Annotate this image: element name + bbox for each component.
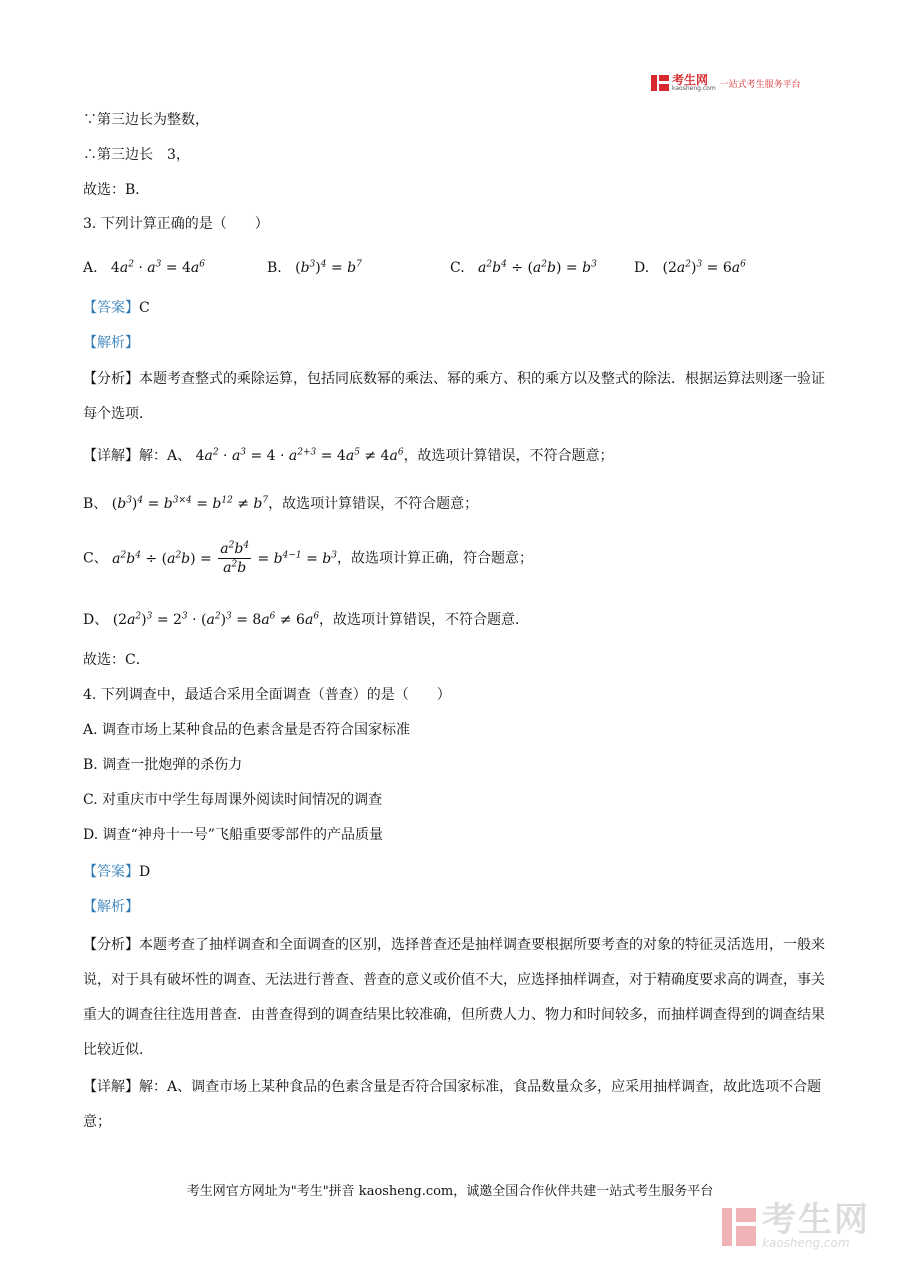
question-4-stem: 4. 下列调查中，最适合采用全面调查（普查）的是（ ） xyxy=(83,687,451,703)
page-footer: 考生网官方网址为"考生"拼音 kaosheng.com，诚邀全国合作伙伴共建一站式考生服务平台 xyxy=(186,1184,714,1199)
q3-detail-d xyxy=(83,608,529,632)
detail-suffix: ，故选项计算错误，不符合题意； xyxy=(403,448,614,464)
site-logo xyxy=(651,72,801,94)
q3-option-a xyxy=(83,256,205,280)
q4-option-a: A. 调查市场上某种食品的色素含量是否符合国家标准 xyxy=(83,722,411,738)
q4-answer xyxy=(83,860,150,884)
q4-option-d: D. 调查“神舟十一号”飞船重要零部件的产品质量 xyxy=(83,827,383,843)
watermark-domain: kaosheng.com xyxy=(762,1236,850,1250)
text-line: ∵第三边长为整数， xyxy=(83,112,209,128)
q3-answer xyxy=(83,296,150,320)
detail-prefix: C、 xyxy=(83,550,108,567)
option-label: D. xyxy=(634,260,650,276)
detail-tag: 【详解】 xyxy=(83,1079,139,1095)
q4-detail xyxy=(83,1070,825,1140)
text-line: 故选：C． xyxy=(83,652,150,668)
math-expression: $(2a^2)^3 = 2^3 \cdot (a^2)^3 = 8a^6 \ne 6a^6$ xyxy=(112,611,320,628)
detail-prefix: B、 xyxy=(83,496,108,512)
detail-suffix: ，故选项计算正确，符合题意； xyxy=(337,550,533,567)
answer-tag: 【答案】 xyxy=(83,300,139,316)
math-expression: $a^2b^4 \div (a^2b) = b^3$ xyxy=(469,259,597,276)
watermark-logo xyxy=(722,1200,870,1250)
answer-value: C xyxy=(139,300,150,316)
q3-detail-a xyxy=(83,444,614,468)
detail-text: 解：A、调查市场上某种食品的色素含量是否符合国家标准，食品数量众多，应采用抽样调查，故此选项不合题意； xyxy=(83,1079,822,1130)
q4-fenxi xyxy=(83,928,825,1068)
text-line: ∴第三边长 3， xyxy=(83,147,190,163)
math-expression: $4a^2 \cdot a^3 = 4a^6$ xyxy=(110,259,206,276)
math-expression: $4a^2 \cdot a^3 = 4 \cdot a^{2+3} = 4a^5 \ne 4a^6$ xyxy=(195,447,404,464)
detail-prefix: D、 xyxy=(83,612,109,628)
math-expression: $(2a^2)^3 = 6a^6$ xyxy=(662,259,746,276)
q4-option-b: B. 调查一批炮弹的杀伤力 xyxy=(83,757,243,773)
q3-option-c xyxy=(450,256,597,280)
math-expression: $a^2b^4 \div (a^2b)$ = $\frac{a^2b^4}{a^2b}$ = $b^{4-1} = b^3$ xyxy=(112,540,337,576)
math-expression: $(b^3)^4 = b^7$ xyxy=(295,259,362,276)
q4-analysis-tag: 【解析】 xyxy=(83,899,139,915)
fenxi-text: 本题考查整式的乘除运算，包括同底数幂的乘法、幂的乘方、积的乘方以及整式的除法．根据运算法则逐一验证每个选项． xyxy=(83,371,825,422)
q3-detail-b xyxy=(83,492,478,516)
logo-name: 考生网 xyxy=(672,73,709,87)
q4-option-c: C. 对重庆市中学生每周课外阅读时间情况的调查 xyxy=(83,792,383,808)
option-label: C. xyxy=(450,260,465,276)
detail-suffix: ，故选项计算错误，不符合题意； xyxy=(268,496,479,512)
q3-option-b xyxy=(267,256,362,280)
logo-icon xyxy=(651,73,669,93)
option-label: A. xyxy=(83,260,98,276)
watermark-icon xyxy=(722,1204,756,1248)
math-expression: $(b^3)^4 = b^{3\times 4} = b^{12} \ne b^7$ xyxy=(111,495,269,512)
answer-value: D xyxy=(139,864,151,880)
detail-tag: 【详解】 xyxy=(83,448,139,464)
detail-suffix: ，故选项计算错误，不符合题意． xyxy=(319,612,530,628)
detail-prefix: 解：A、 xyxy=(139,448,192,464)
q3-fenxi xyxy=(83,362,825,432)
q3-analysis-tag: 【解析】 xyxy=(83,335,139,351)
q3-option-d xyxy=(634,256,746,280)
watermark-name: 考生网 xyxy=(762,1200,870,1240)
text-line: 故选：B． xyxy=(83,182,150,198)
logo-domain: kaosheng.com xyxy=(672,85,716,92)
q3-detail-c xyxy=(83,540,533,577)
fenxi-tag: 【分析】 xyxy=(83,937,139,953)
logo-slogan: 一站式考生服务平台 xyxy=(719,79,801,90)
answer-tag: 【答案】 xyxy=(83,864,139,880)
fenxi-text: 本题考查了抽样调查和全面调查的区别，选择普查还是抽样调查要根据所要考查的对象的特征灵活选用，一般来说，对于具有破坏性的调查、无法进行普查、普查的意义或价值不大，应选择抽样调查，对于精确度要求高的调查，事关重大的调查往往选用普查．由普查得到的调查结果比较准确，但所费人力、物力和时间较多，而抽样调查得到的调查结果比较近似． xyxy=(83,937,825,1058)
fenxi-tag: 【分析】 xyxy=(83,371,139,387)
question-3-stem: 3. 下列计算正确的是（ ） xyxy=(83,216,269,232)
option-label: B. xyxy=(267,260,282,276)
